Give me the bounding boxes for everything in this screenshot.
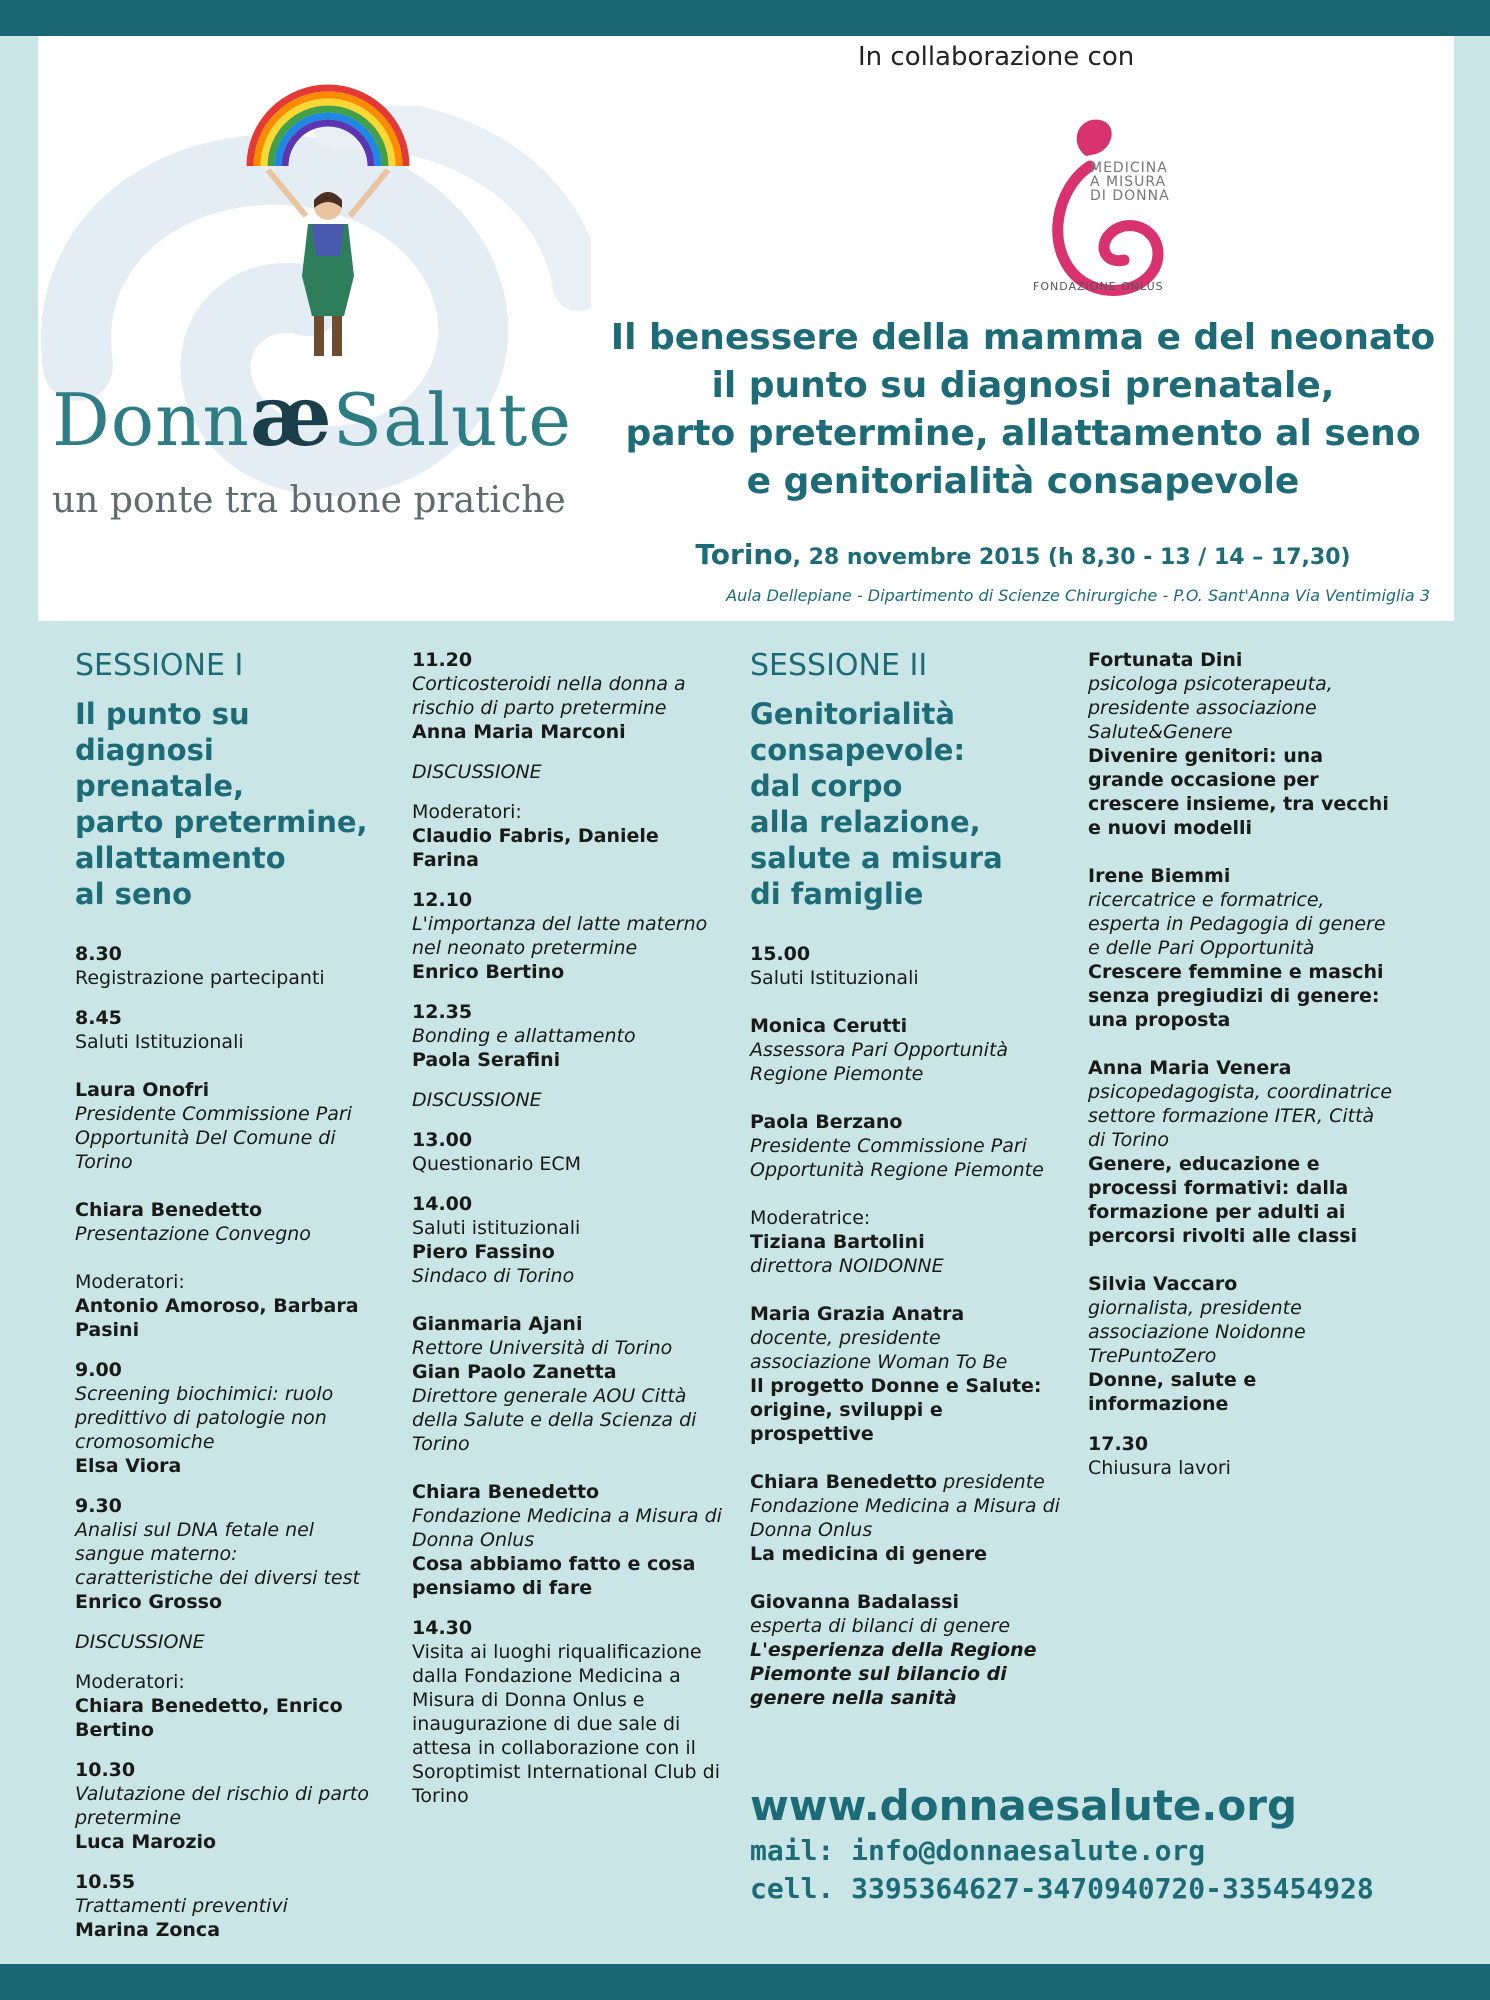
program-item: 8.30 Registrazione partecipanti: [75, 943, 325, 989]
discussion-label: DISCUSSIONE: [412, 1089, 542, 1111]
session-2-label: SESSIONE II: [750, 648, 928, 683]
program-item: 14.30 Visita ai luoghi riqualificazione dalla Fondazione Medicina a Misura di Donna Onlus e inaugurazione di due sale di attesa in collaborazione con il Soroptimist International Club di Torino: [412, 1617, 720, 1807]
session-1-title: Il punto su diagnosi prenatale, parto pretermine, allattamento al seno: [75, 697, 368, 911]
program-column-2: [412, 648, 727, 1824]
program-item: 9.30 Analisi sul DNA fetale nel sangue materno: caratteristiche dei diversi test Enrico Grosso: [75, 1495, 360, 1613]
collaboration-label: In collaborazione con: [858, 42, 1135, 72]
program-item: 10.30 Valutazione del rischio di parto pretermine Luca Marozio: [75, 1759, 369, 1853]
program-item: Paola Berzano Presidente Commissione Pari Opportunità Regione Piemonte: [750, 1111, 1044, 1181]
program-item: Gianmaria Ajani Rettore Università di Torino Gian Paolo Zanetta Direttore generale AOU Città della Salute e della Scienza di Torino: [412, 1313, 697, 1455]
program-item: 13.00 Questionario ECM: [412, 1129, 582, 1175]
program-item: Fortunata Dini psicologa psicoterapeuta, presidente associazione Salute&Genere Divenire genitori: una grande occasione per crescere insieme, tra vecchi e nuovi modelli: [1088, 649, 1389, 839]
program-item: Chiara Benedetto Presentazione Convegno: [75, 1199, 311, 1245]
email-link[interactable]: mail: info@donnaesalute.org: [750, 1834, 1206, 1867]
program-item: 8.45 Saluti Istituzionali: [75, 1007, 244, 1053]
session-1-label: SESSIONE I: [75, 648, 244, 683]
program-item: 14.00 Saluti istituzionali Piero Fassino Sindaco di Torino: [412, 1193, 581, 1287]
phone-numbers: cell. 3395364627-3470940720-335454928: [750, 1872, 1374, 1905]
program-item: Irene Biemmi ricercatrice e formatrice, esperta in Pedagogia di genere e delle Pari Opportunità Crescere femmine e maschi senza pregiudizi di genere: una proposta: [1088, 865, 1386, 1031]
top-bar: [0, 0, 1490, 36]
program-item: Giovanna Badalassi esperta di bilanci di genere L'esperienza della Regione Piemonte sul bilancio di genere nella sanità: [750, 1591, 1037, 1709]
program-item: Silvia Vaccaro giornalista, presidente associazione Noidonne TrePuntoZero Donne, salute e informazione: [1088, 1273, 1306, 1415]
program-item: Moderatori: Chiara Benedetto, Enrico Bertino: [75, 1671, 343, 1741]
discussion-label: DISCUSSIONE: [412, 761, 542, 783]
woman-rainbow-illustration-icon: [228, 66, 428, 386]
program-item: Moderatori: Antonio Amoroso, Barbara Pasini: [75, 1271, 359, 1341]
program-item: Laura Onofri Presidente Commissione Pari Opportunità Del Comune di Torino: [75, 1079, 352, 1173]
session-2-title: Genitorialità consapevole: dal corpo alla relazione, salute a misura di famiglie: [750, 697, 1003, 911]
partner-name: MEDICINA A MISURA DI DONNA: [1090, 160, 1170, 204]
program-item: Anna Maria Venera psicopedagogista, coordinatrice settore formazione ITER, Città di Torino Genere, educazione e processi formativi: dalla formazione per adulti ai percorsi rivolti alle classi: [1088, 1057, 1393, 1247]
program-item: 15.00 Saluti Istituzionali: [750, 943, 919, 989]
program-item: Maria Grazia Anatra docente, presidente associazione Woman To Be Il progetto Donne e Salute: origine, sviluppi e prospettive: [750, 1303, 1042, 1445]
program-item: 11.20 Corticosteroidi nella donna a rischio di parto pretermine Anna Maria Marconi: [412, 649, 686, 743]
donnaesalute-logo: [38, 36, 591, 621]
program-item: 9.00 Screening biochimici: ruolo predittivo di patologie non cromosomiche Elsa Viora: [75, 1359, 334, 1477]
event-venue: Aula Dellepiane - Dipartimento di Scienze Chirurgiche - P.O. Sant'Anna Via Ventimiglia 3: [726, 586, 1430, 605]
program-column-4: [1088, 648, 1393, 1496]
header-banner: [38, 36, 1454, 621]
program-item: Chiara Benedetto presidente Fondazione Medicina a Misura di Donna Onlus La medicina di genere: [750, 1471, 1060, 1565]
program-item: Monica Cerutti Assessora Pari Opportunità Regione Piemonte: [750, 1015, 1009, 1085]
event-title: Il benessere della mamma e del neonato il punto su diagnosi prenatale, parto pretermine, allattamento al seno e genitorialità consapevole: [610, 317, 1436, 502]
partner-subtitle: FONDAZIONE ONLUS: [1033, 280, 1164, 293]
program-item: 17.30 Chiusura lavori: [1088, 1433, 1231, 1479]
bottom-bar: [0, 1964, 1490, 2000]
website-link[interactable]: www.donnaesalute.org: [750, 1781, 1298, 1830]
program-column-1: [75, 648, 380, 1958]
program-item: Chiara Benedetto Fondazione Medicina a Misura di Donna Onlus Cosa abbiamo fatto e cosa pensiamo di fare: [412, 1481, 722, 1599]
medicina-a-misura-di-donna-logo-icon: [1028, 108, 1218, 338]
discussion-label: DISCUSSIONE: [75, 1631, 205, 1653]
program-item: 12.10 L'importanza del latte materno nel neonato pretermine Enrico Bertino: [412, 889, 708, 983]
contact-block: [750, 1780, 1374, 1908]
brand-tagline: un ponte tra buone pratiche: [52, 480, 566, 521]
program-column-3: [750, 648, 1065, 1726]
program-item: Moderatori: Claudio Fabris, Daniele Farina: [412, 801, 659, 871]
program-item: 12.35 Bonding e allattamento Paola Serafini: [412, 1001, 636, 1071]
program-item: Moderatrice: Tiziana Bartolini direttora NOIDONNE: [750, 1207, 944, 1277]
program-item: 10.55 Trattamenti preventivi Marina Zonca: [75, 1871, 288, 1941]
brand-name: DonnæSalute: [52, 366, 572, 465]
event-date: Torino, 28 novembre 2015 (h 8,30 - 13 / 14 – 17,30): [695, 538, 1351, 571]
